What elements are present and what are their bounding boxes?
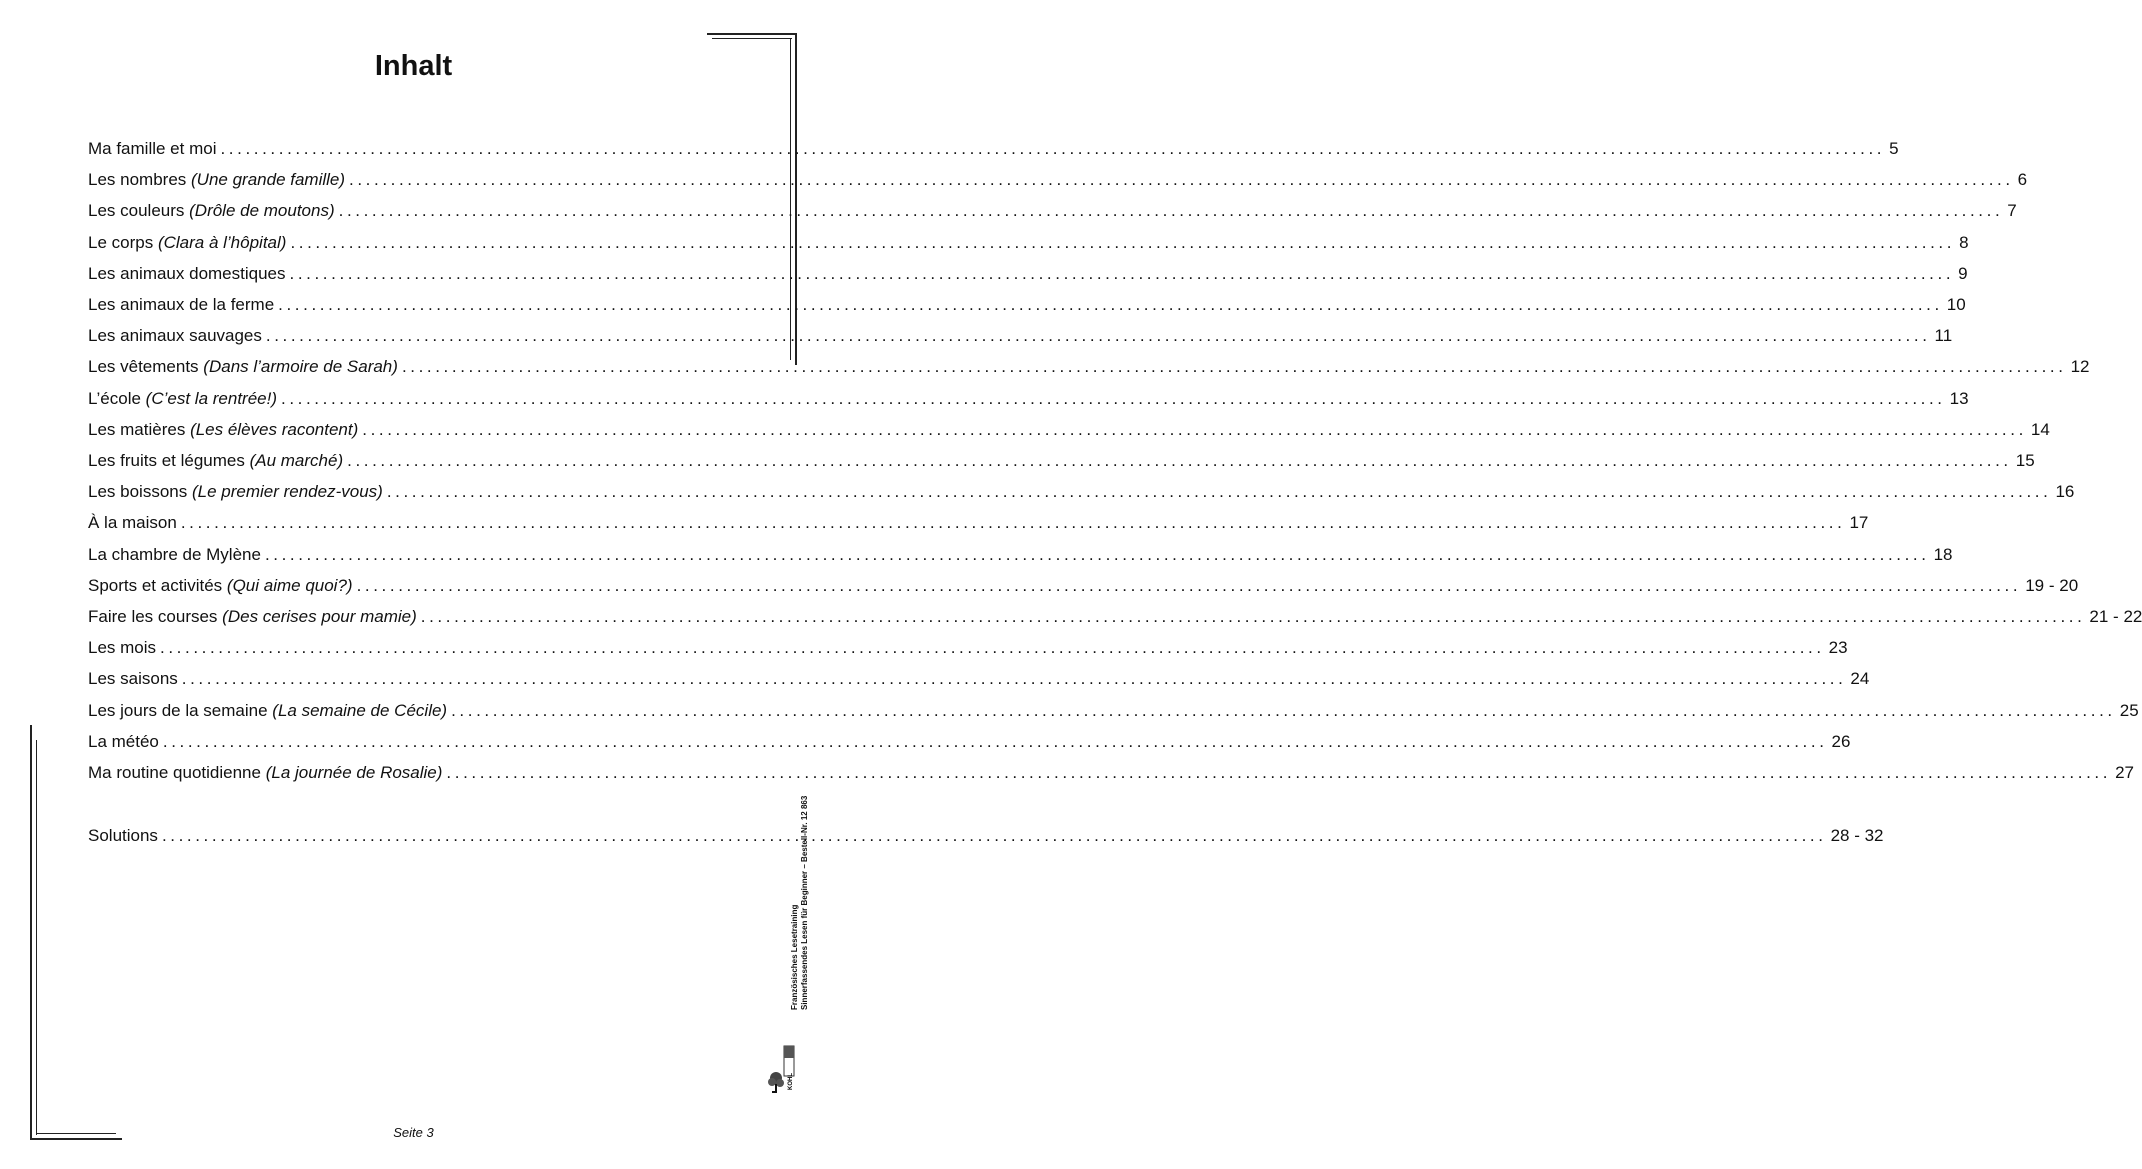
page-footer: Seite 3	[393, 1125, 434, 1140]
toc-entry	[88, 263, 1968, 292]
toc-page-number: 11	[1934, 326, 1953, 346]
toc-entry	[88, 419, 2050, 448]
toc-entry	[88, 763, 2134, 791]
toc-leader-dots: ........................................................................................................................................................................................................	[362, 419, 2027, 439]
toc-entry-subtitle: (Dans l’armoire de Sarah)	[203, 357, 398, 377]
toc-page-number: 16	[2055, 482, 2075, 502]
toc-entry	[88, 607, 2142, 635]
svg-text:KOHL: KOHL	[788, 1073, 794, 1090]
toc-page-number: 12	[2070, 357, 2090, 377]
toc-entry-subtitle: (Le premier rendez-vous)	[191, 482, 383, 502]
toc-leader-dots: ........................................................................................................................................................................................................	[264, 544, 1930, 564]
publisher-logo	[766, 1040, 800, 1099]
toc-leader-dots: ........................................................................................................................................................................................................	[349, 170, 2014, 190]
toc-page-number: 28 - 32	[1830, 825, 1884, 845]
toc-entry-title: Les animaux domestiques	[88, 263, 286, 283]
toc-entry	[88, 201, 2017, 229]
toc-entry-title: Les matières	[88, 419, 186, 439]
toc-entry	[88, 669, 1870, 697]
toc-page-number: 21 - 22	[2089, 607, 2142, 626]
toc-leader-dots: ........................................................................................................................................................................................................	[281, 388, 1946, 408]
toc-entry-subtitle: (C’est la rentrée!)	[145, 388, 277, 408]
toc-entry-title: Le corps	[88, 232, 154, 252]
toc-page-number: 17	[1849, 513, 1869, 533]
toc-entry-title: L’école	[88, 388, 141, 408]
toc-entry-title: Les animaux de la ferme	[88, 295, 275, 314]
toc-entry	[88, 295, 1966, 323]
toc-leader-dots: ........................................................................................................................................................................................................	[161, 825, 1827, 845]
toc-leader-dots: ........................................................................................................................................................................................................	[420, 607, 2086, 626]
frame-bottom-left-v2	[36, 740, 37, 1135]
toc-page-number: 19 - 20	[2025, 575, 2079, 595]
toc-entry-title: Solutions	[88, 825, 158, 845]
toc-page-number: 5	[1889, 139, 1899, 158]
toc-leader-dots: ........................................................................................................................................................................................................	[220, 139, 1886, 158]
toc-entry-title: Les animaux sauvages	[88, 326, 262, 346]
toc-leader-dots: ........................................................................................................................................................................................................	[160, 638, 1825, 658]
toc-entry-title: Les mois	[88, 638, 157, 658]
toc-page-number: 6	[2017, 170, 2028, 190]
toc-entry-subtitle: (Clara à l’hôpital)	[157, 232, 287, 252]
toc-page-number: 9	[1958, 263, 1968, 283]
toc-entry-title: À la maison	[88, 513, 177, 533]
sidebar-line-1: Französisches Lesetraining	[790, 904, 799, 1010]
toc-page-number: 7	[2007, 201, 2017, 221]
sidebar-publication-info	[790, 796, 810, 1010]
toc-entry	[88, 170, 2028, 198]
toc-entry	[88, 139, 1899, 167]
toc-leader-dots: ........................................................................................................................................................................................................	[278, 295, 1943, 314]
toc-page-number: 8	[1959, 232, 1969, 252]
toc-entry	[88, 232, 1969, 261]
toc-leader-dots: ........................................................................................................................................................................................................	[180, 513, 1846, 533]
toc-entry-title: Les fruits et légumes	[88, 451, 245, 470]
toc-leader-dots: ........................................................................................................................................................................................................	[347, 451, 2012, 470]
toc-leader-dots: ........................................................................................................................................................................................................	[289, 263, 1955, 283]
toc-page-number: 23	[1828, 638, 1848, 658]
toc-entry-title: Faire les courses	[88, 607, 218, 626]
toc-entry-title: Sports et activités	[88, 575, 223, 595]
sidebar-line-2: Sinnerfassendes Lesen für Beginner – Bestell-Nr. 12 863	[800, 795, 809, 1010]
frame-top-right-h2	[712, 38, 792, 39]
toc-page-number: 18	[1933, 544, 1953, 564]
toc-entry-title: Ma famille et moi	[88, 139, 217, 158]
toc-page-number: 10	[1946, 295, 1966, 314]
toc-leader-dots: ........................................................................................................................................................................................................	[451, 700, 2116, 720]
toc-page-number: 27	[2115, 763, 2134, 782]
toc-entry-title: La météo	[88, 731, 159, 751]
toc-entry-subtitle: (Qui aime quoi?)	[226, 575, 353, 595]
toc-entry-title: Les boissons	[88, 482, 188, 502]
toc-entry-title: Les couleurs	[88, 201, 185, 221]
toc-entry-title: Les saisons	[88, 669, 178, 689]
toc-entry	[88, 575, 2079, 604]
toc-leader-dots: ........................................................................................................................................................................................................	[338, 201, 2004, 221]
toc-entry	[88, 638, 1848, 666]
toc-page-number: 15	[2015, 451, 2035, 470]
toc-entry-subtitle: (Au marché)	[249, 451, 344, 470]
toc-entry-subtitle: (Une grande famille)	[191, 170, 346, 190]
toc-entry-subtitle: (Les élèves racontent)	[190, 419, 359, 439]
toc-entry-subtitle: (Drôle de moutons)	[189, 201, 335, 221]
toc-entry-title: Ma routine quotidienne	[88, 763, 261, 782]
toc-leader-dots: ........................................................................................................................................................................................................	[162, 731, 1828, 751]
toc-page-number: 24	[1850, 669, 1870, 689]
toc-leader-dots: ........................................................................................................................................................................................................	[401, 357, 2067, 377]
frame-top-right-h1	[707, 33, 797, 35]
toc-entry	[88, 451, 2035, 479]
toc-entry-title: Les nombres	[88, 170, 187, 190]
toc-leader-dots: ........................................................................................................................................................................................................	[356, 575, 2022, 595]
toc-entry-subtitle: (Des cerises pour mamie)	[222, 607, 417, 626]
toc-entry	[88, 388, 1969, 417]
page-title: Inhalt	[374, 50, 453, 82]
toc-entry-title: La chambre de Mylène	[88, 544, 261, 564]
toc-entry	[88, 482, 2075, 510]
toc-leader-dots: ........................................................................................................................................................................................................	[386, 482, 2052, 502]
toc-entry	[88, 357, 2090, 385]
toc-leader-dots: ........................................................................................................................................................................................................	[446, 763, 2112, 782]
toc-entry-title: Les vêtements	[88, 357, 199, 377]
toc-entry	[88, 513, 1869, 541]
toc-entry	[88, 326, 1953, 354]
toc-leader-dots: ........................................................................................................................................................................................................	[181, 669, 1847, 689]
toc-page-number: 13	[1949, 388, 1969, 408]
toc-entry	[88, 825, 1884, 854]
toc-entry-subtitle: (La journée de Rosalie)	[265, 763, 443, 782]
toc-entry	[88, 731, 1851, 760]
frame-bottom-left-v1	[30, 725, 32, 1140]
toc-leader-dots: ........................................................................................................................................................................................................	[265, 326, 1931, 346]
tree-icon	[766, 1040, 800, 1094]
toc-leader-dots: ........................................................................................................................................................................................................	[290, 232, 1956, 252]
toc-entry	[88, 700, 2139, 729]
toc-page-number: 25	[2119, 700, 2139, 720]
toc-page-number: 26	[1831, 731, 1851, 751]
toc-entry	[88, 544, 1953, 573]
toc-page-number: 14	[2030, 419, 2050, 439]
toc-entry-subtitle: (La semaine de Cécile)	[272, 700, 448, 720]
toc-entry-title: Les jours de la semaine	[88, 700, 268, 720]
